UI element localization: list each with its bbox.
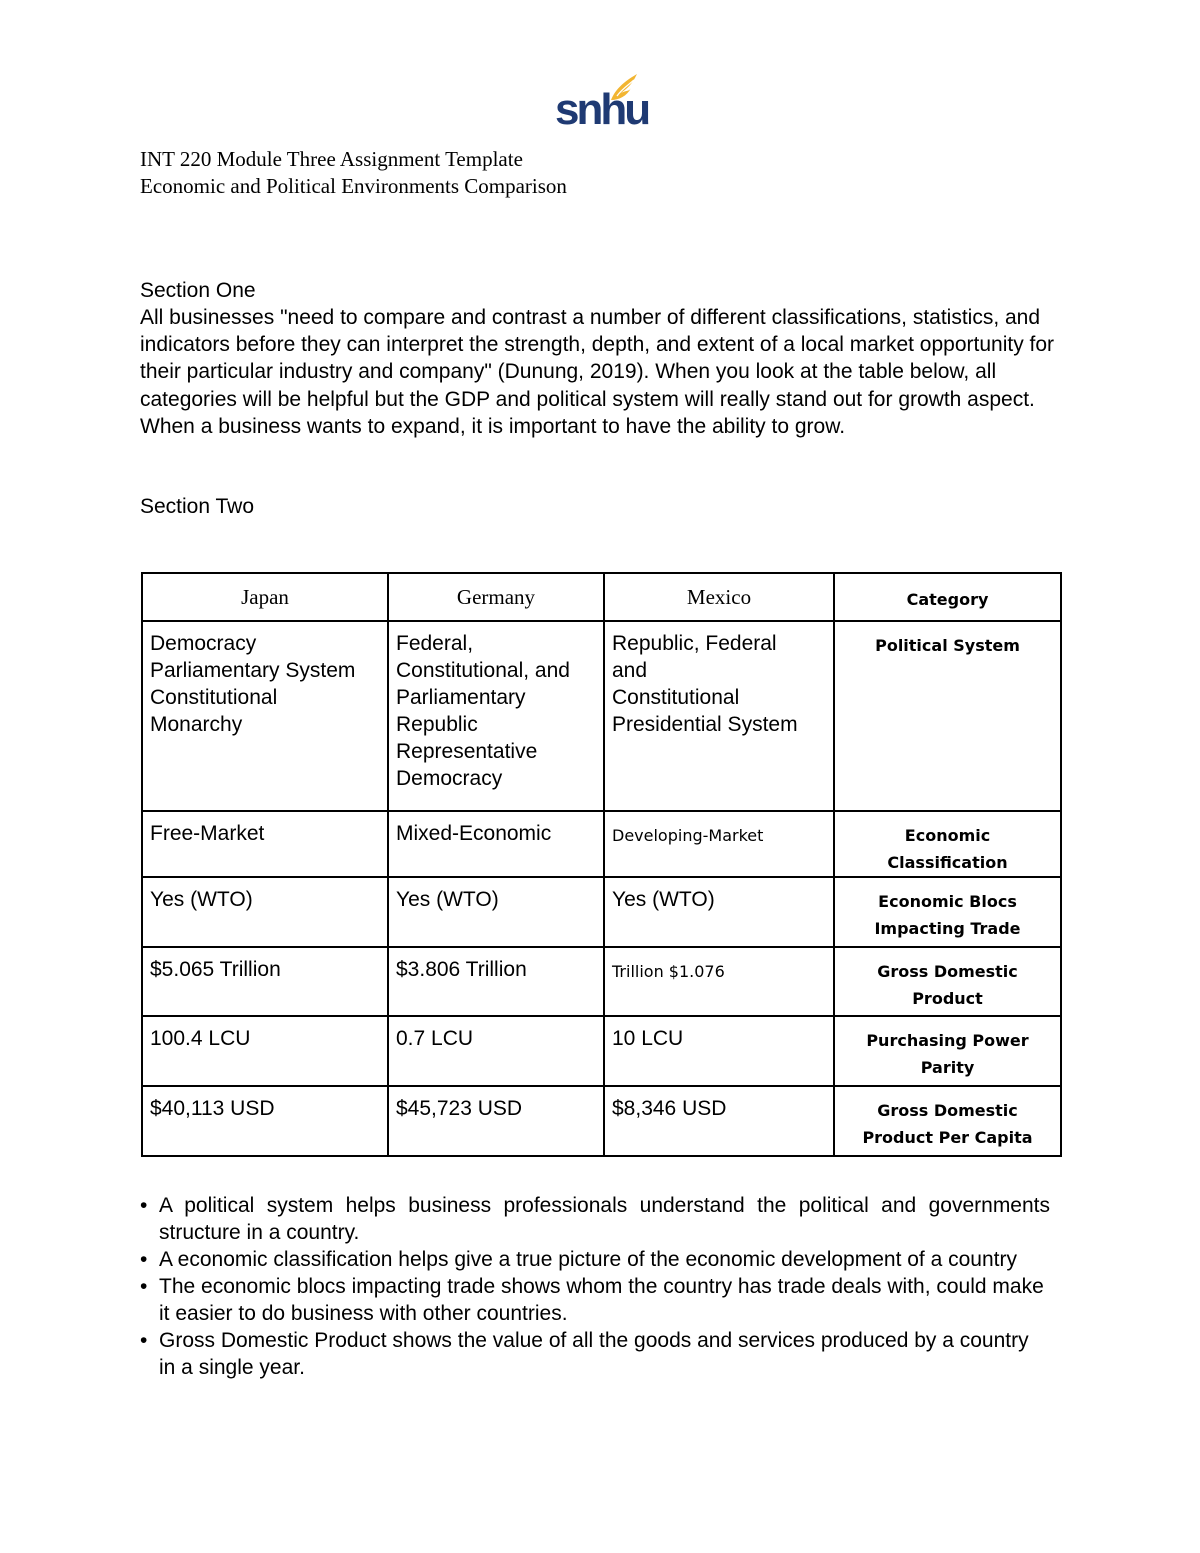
table-row xyxy=(142,811,1061,877)
cell-germany: Mixed-Economic xyxy=(388,811,604,877)
table-row xyxy=(142,1016,1061,1086)
cell-germany: $3.806 Trillion xyxy=(388,947,604,1016)
cell-japan: $40,113 USD xyxy=(142,1086,388,1156)
cell-line: Presidential System xyxy=(612,713,798,736)
cell-japan: 100.4 LCU xyxy=(142,1016,388,1086)
assignment-subtitle: Economic and Political Environments Comparison xyxy=(140,174,567,198)
cell-line: Monarchy xyxy=(150,713,243,736)
cell-germany: Yes (WTO) xyxy=(388,877,604,947)
cell-mexico xyxy=(604,621,834,811)
cell-category: Economic Classification xyxy=(834,811,1061,877)
snhu-logo-text: snhu xyxy=(555,85,649,134)
cell-line: Gross Domestic xyxy=(877,1101,1018,1120)
header-category: Category xyxy=(834,573,1061,621)
cell-line: Republic xyxy=(396,713,478,736)
table-row xyxy=(142,621,1061,811)
table-row xyxy=(142,947,1061,1016)
cell-category xyxy=(834,1086,1061,1156)
bullet-text: The economic blocs impacting trade shows whom the country has trade deals with, could make it easier to do business with other countries. xyxy=(159,1275,1044,1325)
bullet-icon: • xyxy=(140,1248,148,1271)
cell-line: Purchasing Power xyxy=(866,1031,1029,1050)
cell-line: Impacting Trade xyxy=(874,919,1021,938)
cell-line: Gross Domestic xyxy=(877,962,1018,981)
bullet-text: A political system helps business professionals understand the political and governments structure in a country. xyxy=(159,1194,1050,1244)
document-header xyxy=(140,146,567,200)
list-item xyxy=(140,1192,1050,1246)
table-header-row xyxy=(142,573,1061,621)
bullet-icon: • xyxy=(140,1329,148,1352)
cell-line: Economic Blocs xyxy=(878,892,1017,911)
cell-line: Constitutional xyxy=(612,686,740,709)
cell-line: Parliamentary System xyxy=(150,659,356,682)
comparison-table xyxy=(141,572,1062,1157)
cell-japan xyxy=(142,621,388,811)
header-mexico: Mexico xyxy=(604,573,834,621)
cell-line: Representative xyxy=(396,740,538,763)
cell-japan: Yes (WTO) xyxy=(142,877,388,947)
section-one-body: All businesses "need to compare and contrast a number of different classifications, statistics, and indicators before they can interpret the strength, depth, and extent of a local market opportunity for their particular industry and company" (Dunung, 2019). When you look at the table below, all categories will be helpful but the GDP and political system will really stand out for growth aspect. When a business wants to expand, it is important to have the ability to grow. xyxy=(140,306,1055,438)
cell-category xyxy=(834,877,1061,947)
cell-line: Republic, Federal xyxy=(612,632,777,655)
header-japan: Japan xyxy=(142,573,388,621)
cell-mexico: $8,346 USD xyxy=(604,1086,834,1156)
cell-mexico: 10 LCU xyxy=(604,1016,834,1086)
cell-line: Democracy xyxy=(150,632,257,655)
cell-line: and xyxy=(612,659,648,682)
bullet-text: Gross Domestic Product shows the value of all the goods and services produced by a country in a single year. xyxy=(159,1329,1029,1379)
table-row xyxy=(142,1086,1061,1156)
bullet-list xyxy=(140,1192,1050,1381)
cell-category xyxy=(834,1016,1061,1086)
bullet-icon: • xyxy=(140,1194,148,1217)
bullet-text: A economic classification helps give a true picture of the economic development of a country xyxy=(159,1248,1017,1271)
snhu-logo xyxy=(555,72,649,134)
cell-japan: $5.065 Trillion xyxy=(142,947,388,1016)
section-two-title: Section Two xyxy=(140,495,255,518)
cell-line: Constitutional, and xyxy=(396,659,570,682)
cell-mexico: Trillion $1.076 xyxy=(604,947,834,1016)
cell-germany xyxy=(388,621,604,811)
cell-category xyxy=(834,947,1061,1016)
cell-germany: $45,723 USD xyxy=(388,1086,604,1156)
cell-line: Parity xyxy=(920,1058,975,1077)
cell-line: Federal, xyxy=(396,632,474,655)
cell-category: Political System xyxy=(834,621,1061,811)
table-row xyxy=(142,877,1061,947)
cell-line: Product xyxy=(912,989,983,1008)
cell-mexico: Yes (WTO) xyxy=(604,877,834,947)
cell-line: Constitutional xyxy=(150,686,278,709)
assignment-title: INT 220 Module Three Assignment Template xyxy=(140,147,523,171)
cell-line: Parliamentary xyxy=(396,686,526,709)
cell-line: Democracy xyxy=(396,767,503,790)
cell-germany: 0.7 LCU xyxy=(388,1016,604,1086)
cell-line: Product Per Capita xyxy=(862,1128,1033,1147)
bullet-icon: • xyxy=(140,1275,148,1298)
section-one-title: Section One xyxy=(140,279,256,302)
list-item xyxy=(140,1327,1050,1381)
cell-mexico: Developing-Market xyxy=(604,811,834,877)
list-item xyxy=(140,1246,1050,1273)
cell-japan: Free-Market xyxy=(142,811,388,877)
list-item xyxy=(140,1273,1050,1327)
header-germany: Germany xyxy=(388,573,604,621)
